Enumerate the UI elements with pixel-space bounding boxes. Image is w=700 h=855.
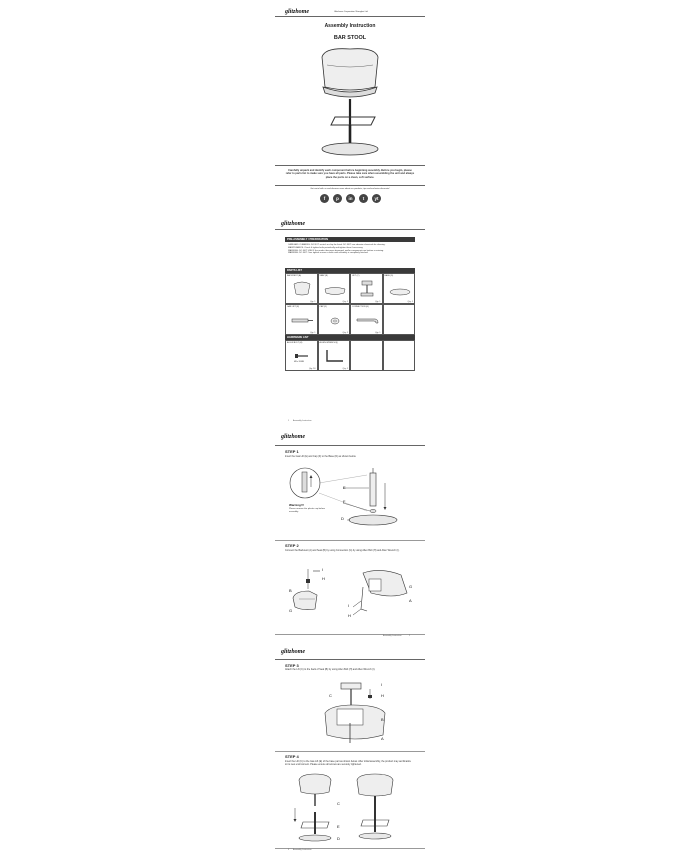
part-label: CONNECTION (G) [352, 305, 369, 308]
step-divider [275, 751, 425, 752]
step-3-diagram [275, 673, 425, 753]
instagram-icon[interactable]: in [346, 194, 355, 203]
hardware-cell-empty [350, 340, 383, 371]
callout-e: E [343, 485, 346, 490]
pinterest-icon[interactable]: p [333, 194, 342, 203]
brand-logo: glitzhome [281, 221, 306, 227]
assembly-notice: Carefully unpack and identify each component before beginning assembly. Before you begin, please refer to parts list to make sure you have all parts. Please take care when assembling the unit and always place the parts on a clean, soft surface. [285, 169, 415, 179]
notice-rule-top [275, 165, 425, 166]
header-rule [275, 659, 425, 660]
step-divider [275, 540, 425, 541]
callout-c: C [329, 693, 332, 698]
step-1-diagram [275, 463, 425, 533]
part-cell-a [285, 273, 318, 304]
parts-title: PARTS LIST [285, 268, 415, 273]
twitter-icon[interactable]: t [359, 194, 368, 203]
part-qty: Qty: 1 [407, 300, 413, 303]
callout-g: G [409, 584, 413, 589]
step-4-diagram [275, 772, 425, 847]
part-label: GAS LIFT (E) [287, 305, 300, 308]
page-1 [275, 0, 425, 212]
document-title: Assembly Instruction [324, 23, 376, 29]
callout-i: I [381, 682, 383, 687]
part-label: BASE (D) [384, 274, 394, 277]
part-cell-c [350, 273, 383, 304]
part-qty: Qty: 1 [310, 331, 316, 334]
part-qty: Qty: 1 [375, 300, 381, 303]
header-rule [275, 445, 425, 446]
callout-i: I [348, 603, 350, 608]
part-qty: Qty: 1 [375, 331, 381, 334]
part-qty: Qty: 1 [342, 300, 348, 303]
callout-b: B [289, 588, 292, 593]
warning-text: Please remove the plastic cap before assembly. [289, 508, 325, 513]
callout-c: C [337, 801, 340, 806]
footer-label: Assembly Instruction [383, 635, 402, 637]
callout-h: H [348, 613, 351, 618]
bar-stool-illustration [275, 45, 425, 165]
hardware-qty: Qty: 1 [342, 367, 348, 370]
part-label: CAP (F) [319, 305, 327, 308]
footer-rule [275, 634, 425, 635]
callout-h: H [322, 576, 325, 581]
footer-label: Assembly Instruction [293, 849, 312, 851]
page-number: 1 [288, 420, 290, 422]
step-2-diagram [275, 563, 425, 633]
callout-d: D [337, 836, 340, 841]
bolt-size: M8 x 20MM [294, 361, 304, 363]
page-3 [275, 430, 425, 642]
callout-a: A [409, 598, 412, 603]
callout-g: G [289, 608, 293, 613]
part-cell-empty [383, 304, 416, 335]
hardware-cell-i [318, 340, 351, 371]
step-2-text: Connect the Backrest (A) and Seat (B) by using Connection (G) by using Allen Bolt (H) and Allen Wrench (I). [285, 549, 400, 552]
step-3-title: STEP 3 [285, 663, 299, 668]
brand-logo: glitzhome [281, 434, 306, 440]
part-cell-d [383, 273, 416, 304]
hardware-label: ALLEN WRENCH (I) [319, 341, 338, 344]
social-line: Get social with us and discover more about our products, tips and exclusive discounts! [310, 188, 390, 190]
warning-title: Warning!!! [289, 503, 304, 507]
header-rule [275, 16, 425, 17]
prep-item: MAINTENANCE: Check & tighten bolts periodically and tighten them if necessary. [288, 246, 364, 249]
callout-d: D [341, 516, 344, 521]
page-number: 2 [409, 635, 411, 637]
hardware-label: ALLEN BOLT (H) [287, 341, 303, 344]
step-3-text: Attach the Lift (C) to the back of Seat (B) by using Allen Bolt (H) and Allen Wrench (I). [285, 668, 376, 671]
hardware-cell-empty [383, 340, 416, 371]
part-qty: Qty: 1 [310, 300, 316, 303]
hardware-title: HARDWARE LIST [285, 335, 415, 340]
callout-f: F [343, 499, 346, 504]
callout-i: I [322, 567, 324, 572]
callout-e: E [337, 824, 340, 829]
prep-item: WARNING: DO NOT Over tighten screws or bolts until assembly is completely finished. [288, 252, 369, 255]
prep-title: PRE-ASSEMBLY / PREPARATION [285, 237, 415, 242]
part-label: BACKREST (A) [287, 274, 301, 277]
youtube-icon[interactable]: yt [372, 194, 381, 203]
page-number: 3 [288, 849, 290, 851]
part-label: LIFT (C) [352, 274, 360, 277]
callout-h: H [381, 693, 384, 698]
step-4-text: Insert the Lift (C) to the Gas Lift (E) of the base part as shown below. After initial assembly, the product may acclimatize to its new environment. Please ensure all screws are securely tightened. [285, 760, 411, 766]
product-name: BAR STOOL [333, 35, 367, 41]
brand-logo: glitzhome [285, 9, 310, 15]
step-1-text: Insert the Gas Lift (E) and Cap (F) to the Base (D) as shown below. [285, 455, 357, 458]
prep-item: WARNING: DO NOT USE IF the product becomes damaged, and/or components are broken or missing. [288, 249, 384, 252]
hardware-qty: Qty: 16 [309, 367, 316, 370]
hardware-cell-h [285, 340, 318, 371]
callout-a: A [381, 736, 384, 741]
company-name: Glitzhome Corporation Shanghai Ltd [334, 11, 368, 13]
page-2 [275, 216, 425, 428]
header-rule [275, 229, 425, 230]
part-cell-f [318, 304, 351, 335]
notice-rule-bottom [275, 185, 425, 186]
part-cell-b [318, 273, 351, 304]
part-cell-g [350, 304, 383, 335]
prep-list [288, 244, 413, 255]
callout-b: B [381, 717, 384, 722]
facebook-icon[interactable]: f [320, 194, 329, 203]
prep-item: CARE AND CLEANING: DO NOT scratch or chip the finish. DO NOT use abrasive chemicals for cleaning. [288, 244, 386, 246]
step-2-title: STEP 2 [285, 543, 299, 548]
footer-label: Assembly Instruction [293, 420, 312, 422]
part-label: SEAT (B) [319, 274, 328, 277]
part-qty: Qty: 1 [342, 331, 348, 334]
part-cell-e [285, 304, 318, 335]
brand-logo: glitzhome [281, 649, 306, 655]
page-4 [275, 645, 425, 855]
step-1-title: STEP 1 [285, 449, 299, 454]
step-4-title: STEP 4 [285, 754, 299, 759]
